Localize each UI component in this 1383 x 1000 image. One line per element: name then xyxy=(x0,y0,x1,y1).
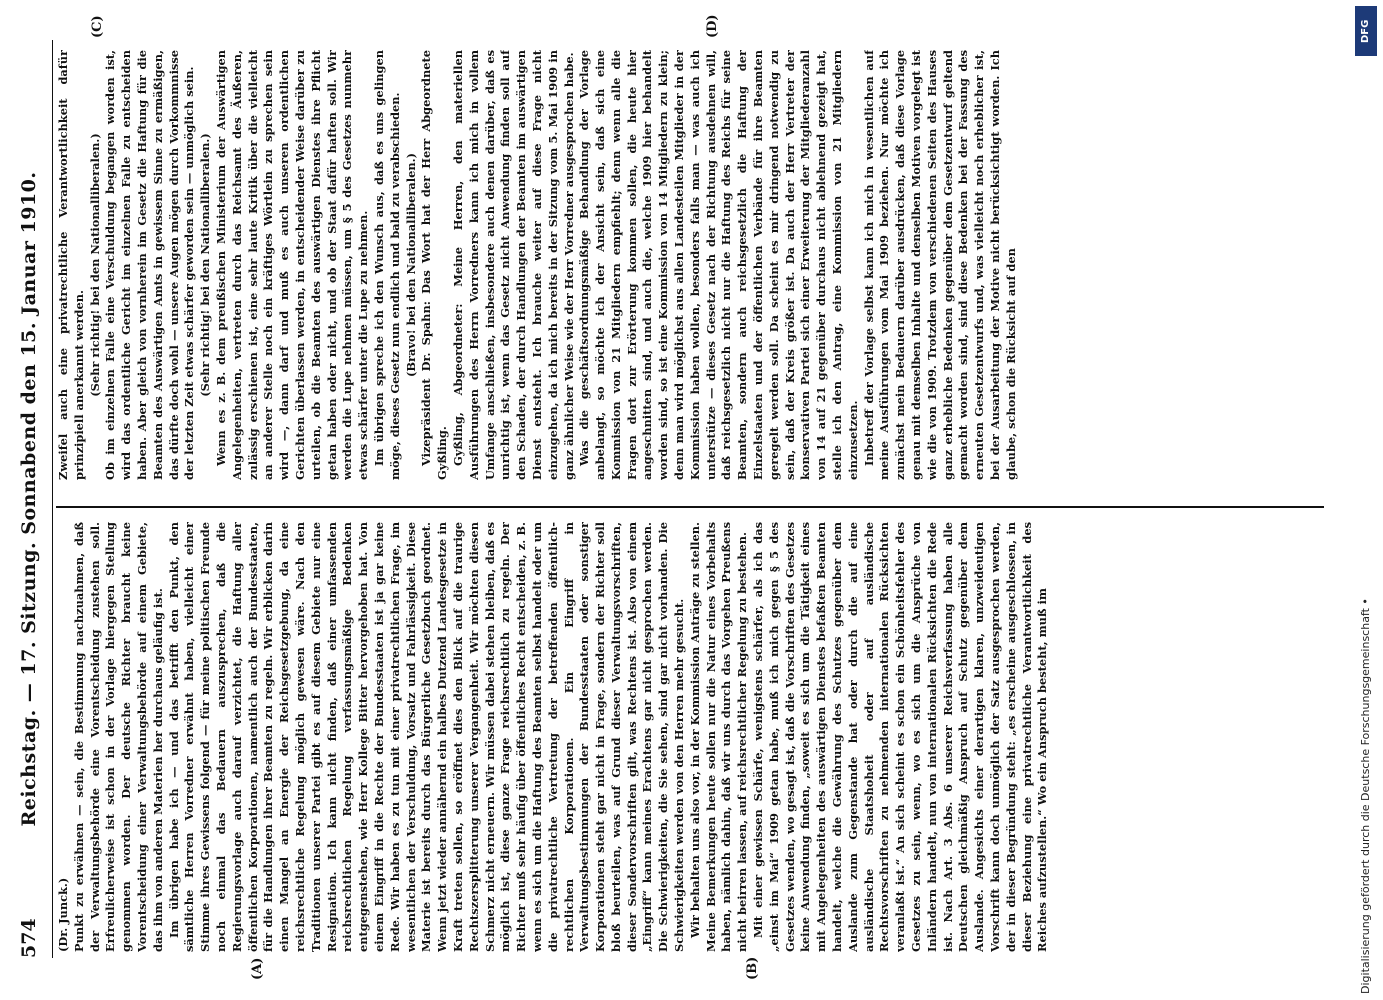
right-paragraph: Wenn es z. B. dem preußischen Ministerium der Auswärtigen Angelegenheiten, vertreten durch das Reichsamt des Äußeren, zulässig erschienen ist, eine sehr laute Kritik über die vielleicht an anderer Stelle noch ein kräftiges Wörtlein zu sprechen sein wird —, dann darf und muß es auch unseren ordentlichen Gerichten überlassen werden, in entscheidender Weise darüber zu urteilen, ob die Beamten des auswärtigen Dienstes ihre Pflicht getan haben oder nicht, und ob der Staat dafür haften soll. Wir werden die Lupe nehmen müssen, um § 5 des Gesetzes nunmehr etwas schärfer unter die Lupe zu nehmen. xyxy=(213,50,371,480)
margin-marker-b: (B) xyxy=(745,956,760,980)
interjection: (Sehr richtig! bei den Nationalliberalen.) xyxy=(198,133,213,397)
right-paragraph: Ob im einzelnen Falle eine Verschuldung begangen worden ist, wird das ordentliche Gericht im einzelnen Falle zu entscheiden haben. Aber gleich von vornherein im Gesetz die Haftung für die Beamten des Auswärtigen Amts in gewissem Sinne zu ermäßigen, das dürfte doch wohl — unsere Augen mögen durch Vorkommnisse der letzten Zeit etwas schärfer geworden sein — unmöglich sein. xyxy=(103,50,197,480)
right-column xyxy=(56,50,1324,480)
right-paragraph: Inbetreff der Vorlage selbst kann ich mich in wesentlichen auf meine Ausführungen vom Mai 1909 beziehen. Nur möchte ich zunächst mein Bedauern darüber ausdrücken, daß diese Vorlage genau mit demselben Inhalte und denselben Motiven vorgelegt ist wie die von 1909. Trotzdem von verschiedenen Seiten des Hauses ganz erhebliche Bedenken gegenüber dem Gesetzentwurf geltend gemacht worden sind, sind diese Bedenken bei der Fassung des erneuten Gesetzentwurfs und, was vielleicht noch erheblicher ist, bei der Ausarbeitung der Motive nicht berücksichtigt worden. Ich glaube, schon die Rücksicht auf den xyxy=(861,50,1018,480)
margin-marker-a: (A) xyxy=(250,957,265,980)
right-paragraph: Gyßling, Abgeordneter: Meine Herren, den materiellen Ausführungen des Herrn Vorredners kann ich mich in vollem Umfange anschließen, insbesondere auch denen darüber, daß es unrichtig ist, wenn das Gesetz nicht Anwendung finden soll auf den Schaden, der durch Handlungen der Beamten im auswärtigen Dienst entsteht. Ich brauche weiter auf diese Frage nicht einzugehen, da ich mich bereits in der Sitzung vom 5. Mai 1909 in ganz ähnlicher Weise wie der Herr Vorredner ausgesprochen habe. xyxy=(450,50,576,480)
left-paragraph: Punkt zu erwähnen — sein, die Bestimmung nachzuahmen, daß der Verwaltungsbehörde eine Vorentscheidung zustehen soll. Erfreulicherweise ist schon in der Vorlage hiergegen Stellung genommen worden. Der deutsche Richter braucht keine Vorentscheidung einer Verwaltungsbehörde auf einem Gebiete, das ihm von anderen Materien her durchaus geläufig ist. xyxy=(71,522,165,952)
interjection: (Sehr richtig! bei den Nationalliberalen.) xyxy=(87,133,102,397)
column-divider xyxy=(56,507,1324,509)
left-paragraph: Wir behalten uns also vor, in der Kommission Anträge zu stellen. Meine Bemerkungen heute sollen nur die Natur eines Vorbehalts haben, nämlich dahin, daß wir uns durch das Vorgehen Preußens nicht beirren lassen, auf reichsrechtlicher Regelung zu bestehen. xyxy=(687,522,750,952)
margin-marker-d: (D) xyxy=(705,14,720,38)
page-header xyxy=(8,40,53,958)
right-paragraph: Zweifel auch eine privatrechtliche Verantwortlichkeit dafür prinzipiell anerkannt werden. xyxy=(56,50,86,480)
right-paragraph: Was die geschäftsordnungsmäßige Behandlung der Vorlage anbelangt, so möchte ich der Ansicht sein, daß sich eine Kommission von 21 Mitgliedern empfiehlt; denn wenn alle die Fragen dort zur Erörterung kommen sollen, die heute hier angeschnitten sind, und auch die, welche 1909 hier behandelt worden sind, so ist eine Kommission von 14 Mitgliedern zu klein; denn man wird möglichst aus allen Landesteilen Mitglieder in der Kommission haben wollen, besonders falls man — was auch ich unterstütze — dieses Gesetz nach der Richtung ausdehnen will, daß reichsgesetzlich nicht nur die Haftung des Reichs für seine Beamten, sondern auch reichsgesetzlich die Haftung der Einzelstaaten und der öffentlichen Verbände für ihre Beamten geregelt werden soll. Da scheint es mir dringend notwendig zu sein, daß der Kreis größer ist. Da auch der Herr Vertreter der konservativen Partei sich einer Erweiterung der Mitgliederanzahl von 14 auf 21 gegenüber durchaus nicht ablehnend gezeigt hat, stelle ich den Antrag, eine Kommission von 21 Mitgliedern einzusetzen. xyxy=(577,50,860,480)
dfg-logo: DFG xyxy=(1355,6,1377,56)
margin-marker-c: (C) xyxy=(90,15,105,38)
right-paragraph: Vizepräsident Dr. Spahn: Das Wort hat der Herr Abgeordnete Gyßling. xyxy=(419,50,450,480)
left-column xyxy=(56,522,1324,952)
left-paragraph: Im übrigen habe ich — und das betrifft den Punkt, den sämtliche Herren Vorredner erwähnt haben, vielleicht einer Stimme ihres Gewissens folgend — für meine politischen Freunde noch einmal das Bedauern auszusprechen, daß die Regierungsvorlage auch darauf verzichtet, die Haftung aller öffentlichen Korporationen, namentlich auch der Bundesstaaten, für die Handlungen ihrer Beamten zu regeln. Wir erblicken darin einen Mangel an Energie der Reichsgesetzgebung, da eine reichsrechtliche Regelung möglich gewesen wäre. Nach den Traditionen unserer Partei gibt es auf diesem Gebiete nur eine Resignation. Ich kann nicht finden, daß einer umfassenden reichsrechtlichen Regelung verfassungsmäßige Bedenken entgegenstehen, wie Herr Kollege Bitter hervorgehoben hat. Von einem Eingriff in die Rechte der Bundesstaaten ist ja gar keine Rede. Wir haben es zu tun mit einer privatrechtlichen Frage, im wesentlichen der Verschuldung, Vorsatz und Fahrlässigkeit. Diese Materie ist bereits durch das Bürgerliche Gesetzbuch geordnet. Wenn jetzt wieder annähernd ein halbes Dutzend Landesgesetze in Kraft treten sollen, so eröffnet dies den Blick auf die traurige Rechtszersplitterung unserer Vergangenheit. Wir möchten diesen Schmerz nicht erneuern. Wir müssen dabei stehen bleiben, daß es möglich ist, diese ganze Frage reichsrechtlich zu regeln. Der Richter muß sehr häufig über öffentliches Recht entscheiden, z. B. wenn es sich um die Haftung des Beamten selbst handelt oder um die privatrechtliche Vertretung der betreffenden öffentlich-rechtlichen Korporationen. Ein Eingriff in Verwaltungsbestimmungen der Bundesstaaten oder sonstiger Korporationen steht gar nicht in Frage, sondern der Richter soll bloß beurteilen, was auf Grund dieser Verwaltungsvorschriften, dieser Sondervorschriften gilt, was Rechtens ist. Also von einem „Eingriff“ kann meines Erachtens gar nicht gesprochen werden. Die Schwierigkeiten, die Sie sehen, sind gar nicht vorhanden. Die Schwierigkeiten werden von den Herren mehr gesucht. xyxy=(166,522,687,952)
digitization-sidebar xyxy=(1351,0,1383,1000)
right-paragraph: Im übrigen spreche ich den Wunsch aus, daß es uns gelingen möge, dieses Gesetz nun endlich und bald zu verabschieden. xyxy=(371,50,402,480)
speaker-tag: (Dr. Junck.) xyxy=(56,877,70,952)
digitization-credit: Digitalisierung gefördert durch die Deutsche Forschungsgemeinschaft • xyxy=(1359,598,1372,994)
page-title: Reichstag. — 17. Sitzung. Sonnabend den 15. Januar 1910. xyxy=(18,171,40,827)
left-paragraph: Mit einer gewissen Schärfe, wenigstens schärfer, als ich das „einst im Mai“ 1909 getan habe, muß ich mich gegen § 5 des Gesetzes wenden, wo gesagt ist, daß die Vorschriften des Gesetzes keine Anwendung finden, „soweit es sich um die Tätigkeit eines mit Angelegenheiten des auswärtigen Dienstes befaßten Beamten handelt, welche die Gewährung des Schutzes gegenüber dem Auslande zum Gegenstande hat oder durch die auf eine ausländische Staatshoheit oder auf ausländische Rechtsvorschriften zu nehmenden internationalen Rücksichten veranlaßt ist.“ An sich scheint es schon ein Schönheitsfehler des Gesetzes zu sein, wenn, wo es sich um die Ansprüche von Inländern handelt, nun von internationalen Rücksichten die Rede ist. Nach Art. 3 Abs. 6 unserer Reichsverfassung haben alle Deutschen gleichmäßig Anspruch auf Schutz gegenüber dem Auslande. Angesichts einer derartigen klaren, unzweideutigen Vorschrift kann doch unmöglich der Satz ausgesprochen werden, der in dieser Begründung steht: „es erscheine ausgeschlossen, in dieser Beziehung eine privatrechtliche Verantwortlichkeit des Reiches aufzustellen.“ Wo ein Anspruch besteht, muß im xyxy=(751,522,1050,952)
interjection: (Bravo! bei den Nationalliberalen.) xyxy=(403,153,418,377)
page-number: 574 xyxy=(18,918,40,958)
